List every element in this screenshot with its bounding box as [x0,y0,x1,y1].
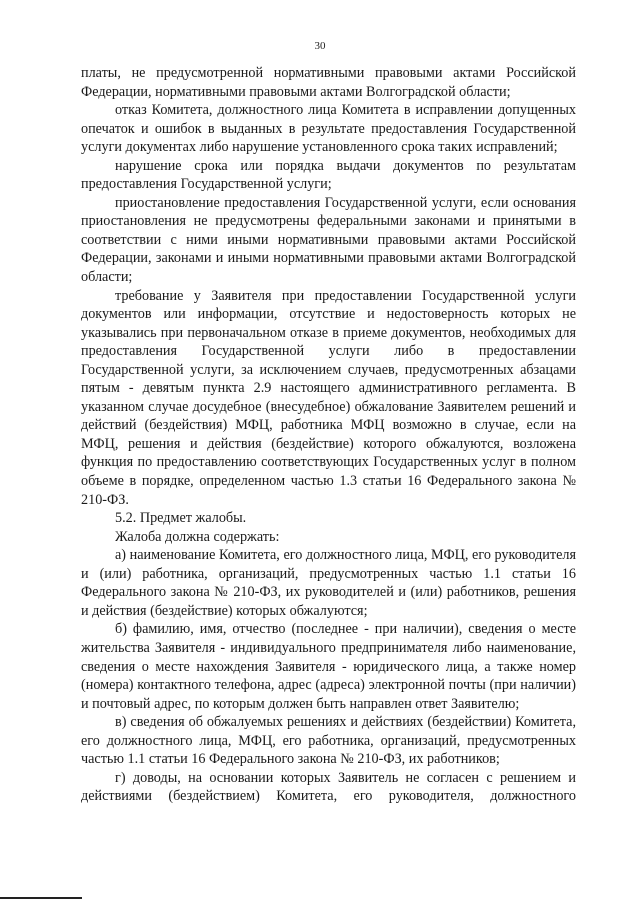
page-number: 30 [314,40,326,52]
paragraph-suspension: приостановление предоставления Государственной услуги, если основания приостановления не предусмотрены федеральными законами и принятыми в соответствии с ними иными нормативными правовыми актами Российской Федерации, законами и иными нормативными правовыми актами Волгоградской области; [81,194,576,286]
scan-edge-mark [0,897,82,899]
section-heading-5-2: 5.2. Предмет жалобы. [115,510,247,527]
list-item-a: а) наименование Комитета, его должностного лица, МФЦ, его руководителя и (или) работника, организаций, предусмотренных частью 1.1 статьи 16 Федерального закона № 210-ФЗ, их руководителей и (или) работников, решения и действия (бездействие) которых обжалуются; [81,547,576,619]
paragraph-continuation: платы, не предусмотренной нормативными правовыми актами Российской Федерации, нормативными правовыми актами Волгоградской области; [81,65,576,100]
paragraph-deadline-violation: нарушение срока или порядка выдачи документов по результатам предоставления Государственной услуги; [81,157,576,193]
list-item-b: б) фамилию, имя, отчество (последнее - при наличии), сведения о месте жительства Заявителя - индивидуального предпринимателя либо наименование, сведения о месте нахождения Заявителя - юридического лица, а также номер (номера) контактного телефона, адрес (адреса) электронной почты (при наличии) и почтовый адрес, по которым должен быть направлен ответ Заявителю; [81,621,576,712]
paragraph-complaint-contents: Жалоба должна содержать: [115,528,280,545]
paragraph-document-requirement: требование у Заявителя при предоставлении Государственной услуги документов или информации, отсутствие и недостоверность которых не указывались при первоначальном отказе в приеме документов, необходимых для предоставления Государственной услуги либо в предоставлении Государственной услуги, за исключением случаев, предусмотренных абзацами пятым - девятым пункта 2.9 настоящего административного регламента. В указанном случае досудебное (внесудебное) обжалование Заявителем решений и действий (бездействия) МФЦ, работника МФЦ возможно в случае, если на МФЦ, решения и действия (бездействие) которого обжалуются, возложена функция по предоставлению соответствующих Государственных услуг в полном объеме в порядке, определенном частью 1.3 статьи 16 Федерального закона № 210-ФЗ. [81,287,576,508]
paragraph-correction-refusal: отказ Комитета, должностного лица Комитета в исправлении допущенных опечаток и ошибок в выданных в результате предоставления Государственной услуги документах либо нарушение установленного срока таких исправлений; [81,102,576,156]
list-item-g: г) доводы, на основании которых Заявитель не согласен с решением и действиями (бездействием) Комитета, его руководителя, должностного [81,769,576,805]
document-body [81,64,576,806]
list-item-v: в) сведения об обжалуемых решениях и действиях (бездействии) Комитета, его должностного лица, МФЦ, его работника, организаций, предусмотренных частью 1.1 статьи 16 Федерального закона № 210-ФЗ, их работников; [81,714,576,768]
